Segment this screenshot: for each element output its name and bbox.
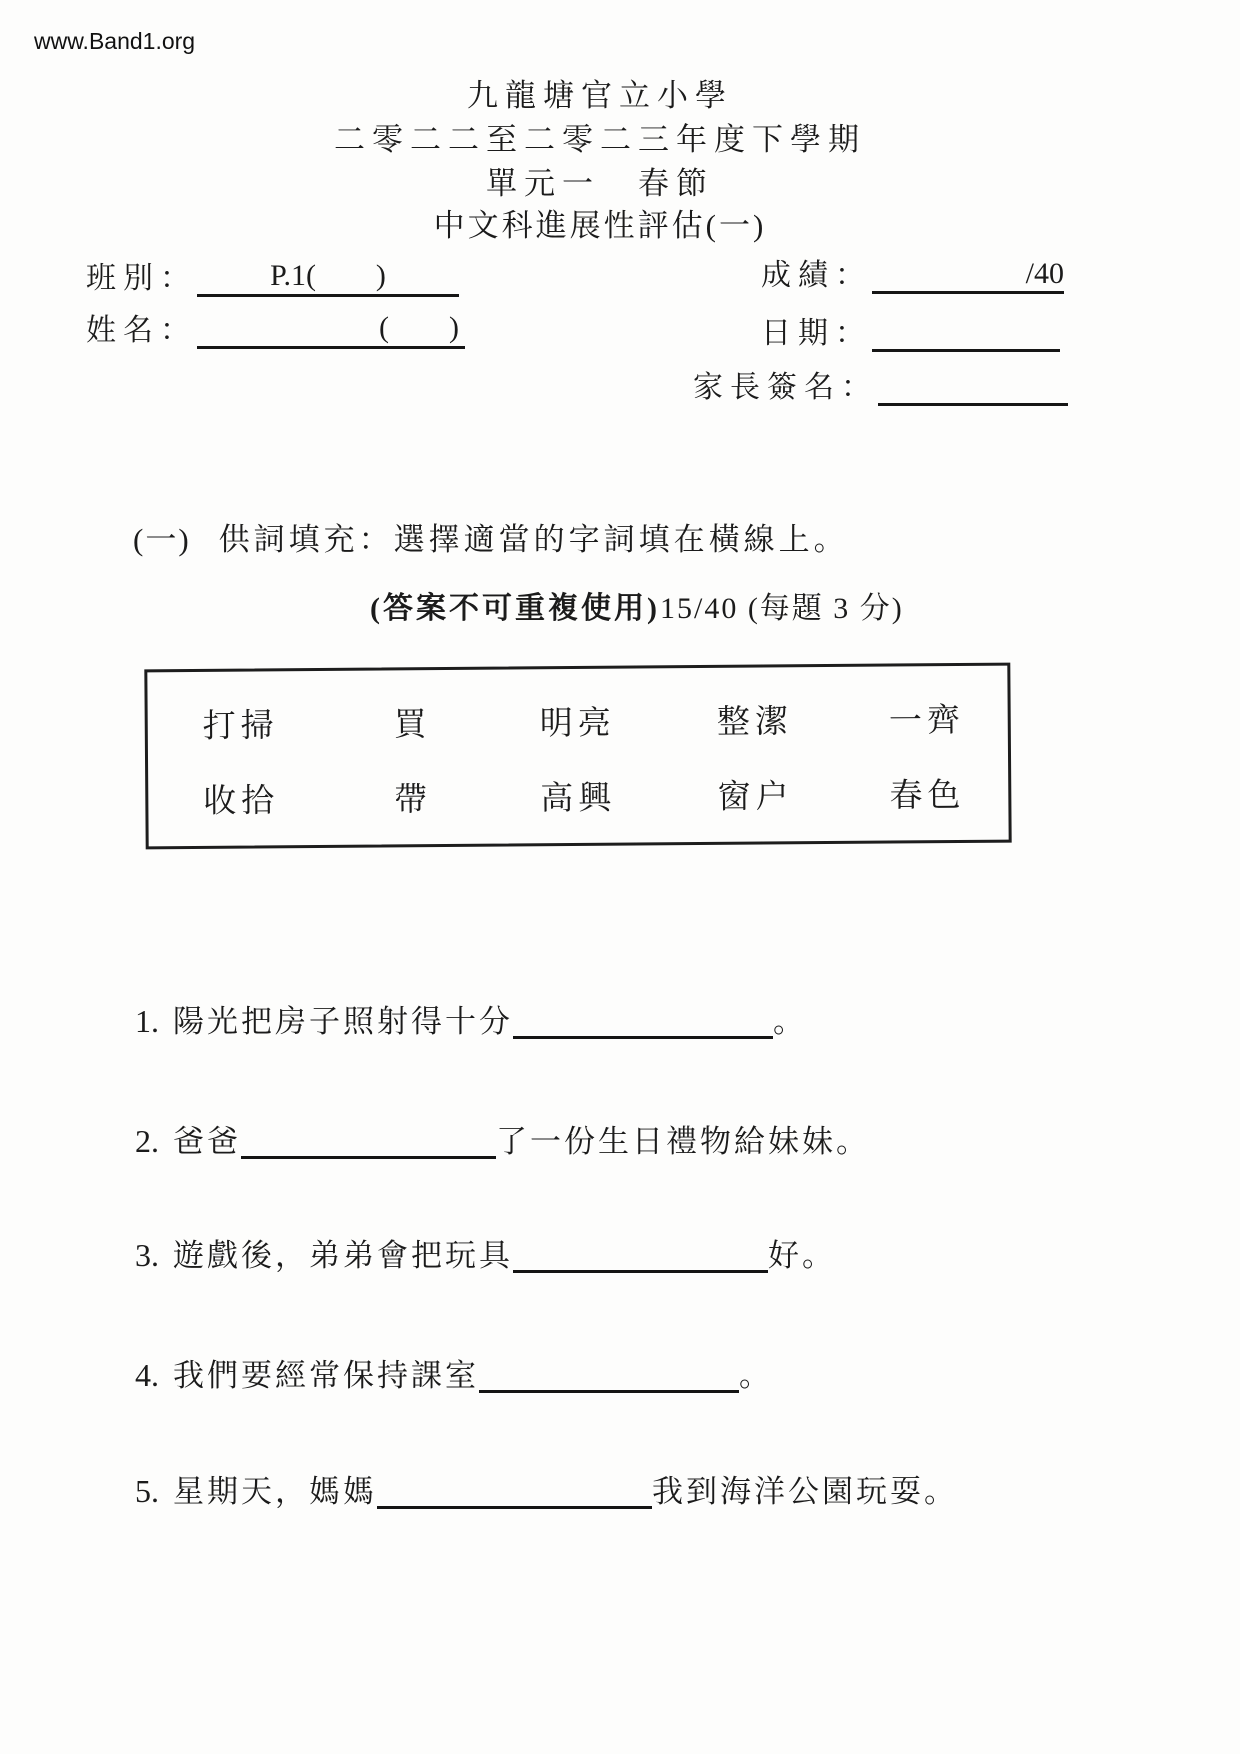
section-instruction: 供詞填充：選擇適當的字詞填在橫線上。 bbox=[218, 522, 849, 557]
answer-blank bbox=[513, 1238, 768, 1273]
word-bank-row-2 bbox=[148, 755, 1009, 837]
note-marks: 15/40 (每題 3 分) bbox=[659, 592, 904, 625]
word-bank-row-1 bbox=[147, 680, 1008, 762]
word-bank-box bbox=[144, 663, 1011, 850]
name-label: 姓名： bbox=[86, 314, 197, 347]
word-item: 窗户 bbox=[717, 779, 794, 816]
parent-sign-field bbox=[878, 369, 1068, 406]
school-year: 二零二二至二零二三年度下學期 bbox=[334, 122, 866, 157]
word-item: 一齊 bbox=[888, 702, 966, 740]
parent-sign-label: 家長簽名： bbox=[693, 371, 878, 404]
question-text-after: 。 bbox=[773, 1004, 807, 1039]
answer-blank bbox=[241, 1124, 496, 1159]
watermark: www.Band1.org bbox=[34, 28, 196, 54]
question-text: 星期天，媽媽 bbox=[173, 1474, 377, 1509]
question-text-after: 了一份生日禮物給妹妹。 bbox=[496, 1124, 870, 1159]
question-text-after: 。 bbox=[739, 1358, 773, 1393]
date-field bbox=[872, 315, 1060, 352]
word-item: 帶 bbox=[394, 782, 433, 819]
score-row bbox=[761, 250, 1064, 294]
question-5 bbox=[92, 1430, 958, 1547]
school-name: 九龍塘官立小學 bbox=[467, 78, 733, 113]
question-text-after: 好。 bbox=[768, 1238, 836, 1273]
word-item: 收拾 bbox=[203, 783, 280, 820]
question-number: 1. bbox=[135, 1003, 159, 1039]
word-item: 打掃 bbox=[202, 708, 279, 745]
question-4 bbox=[92, 1314, 773, 1431]
question-1 bbox=[92, 960, 807, 1077]
name-field: ( ) bbox=[197, 302, 465, 349]
question-number: 2. bbox=[135, 1123, 159, 1159]
question-text: 我們要經常保持課室 bbox=[173, 1358, 479, 1393]
section-note bbox=[332, 549, 904, 661]
parent-sign-row bbox=[693, 362, 1068, 406]
question-text: 陽光把房子照射得十分 bbox=[173, 1004, 513, 1039]
note-no-repeat: (答案不可重複使用) bbox=[370, 592, 660, 625]
date-row bbox=[761, 308, 1060, 352]
score-field: /40 bbox=[872, 257, 1064, 294]
date-label: 日期： bbox=[761, 317, 872, 350]
word-item: 高興 bbox=[540, 780, 617, 818]
word-item: 買 bbox=[393, 707, 432, 744]
word-item: 整潔 bbox=[716, 704, 794, 741]
unit-title: 單元一 春節 bbox=[486, 166, 714, 201]
class-label: 班別： bbox=[86, 262, 197, 295]
answer-blank bbox=[513, 1004, 773, 1039]
question-number: 3. bbox=[135, 1237, 159, 1273]
word-item: 春色 bbox=[889, 777, 966, 815]
question-3 bbox=[92, 1194, 836, 1311]
class-row bbox=[86, 250, 459, 297]
question-number: 5. bbox=[135, 1473, 159, 1509]
answer-blank bbox=[377, 1474, 652, 1509]
score-label: 成績： bbox=[761, 259, 872, 292]
question-text: 遊戲後，弟弟會把玩具 bbox=[173, 1238, 513, 1273]
name-row bbox=[86, 302, 465, 349]
section-number: (一) bbox=[133, 522, 191, 557]
question-number: 4. bbox=[135, 1357, 159, 1393]
question-text: 爸爸 bbox=[173, 1124, 241, 1159]
class-field: P.1( ) bbox=[197, 250, 459, 297]
answer-blank bbox=[479, 1358, 739, 1393]
paper-title: 中文科進展性評估(一) bbox=[433, 208, 767, 243]
word-item: 明亮 bbox=[539, 705, 616, 743]
question-2 bbox=[92, 1080, 870, 1197]
question-text-after: 我到海洋公園玩耍。 bbox=[652, 1474, 958, 1509]
